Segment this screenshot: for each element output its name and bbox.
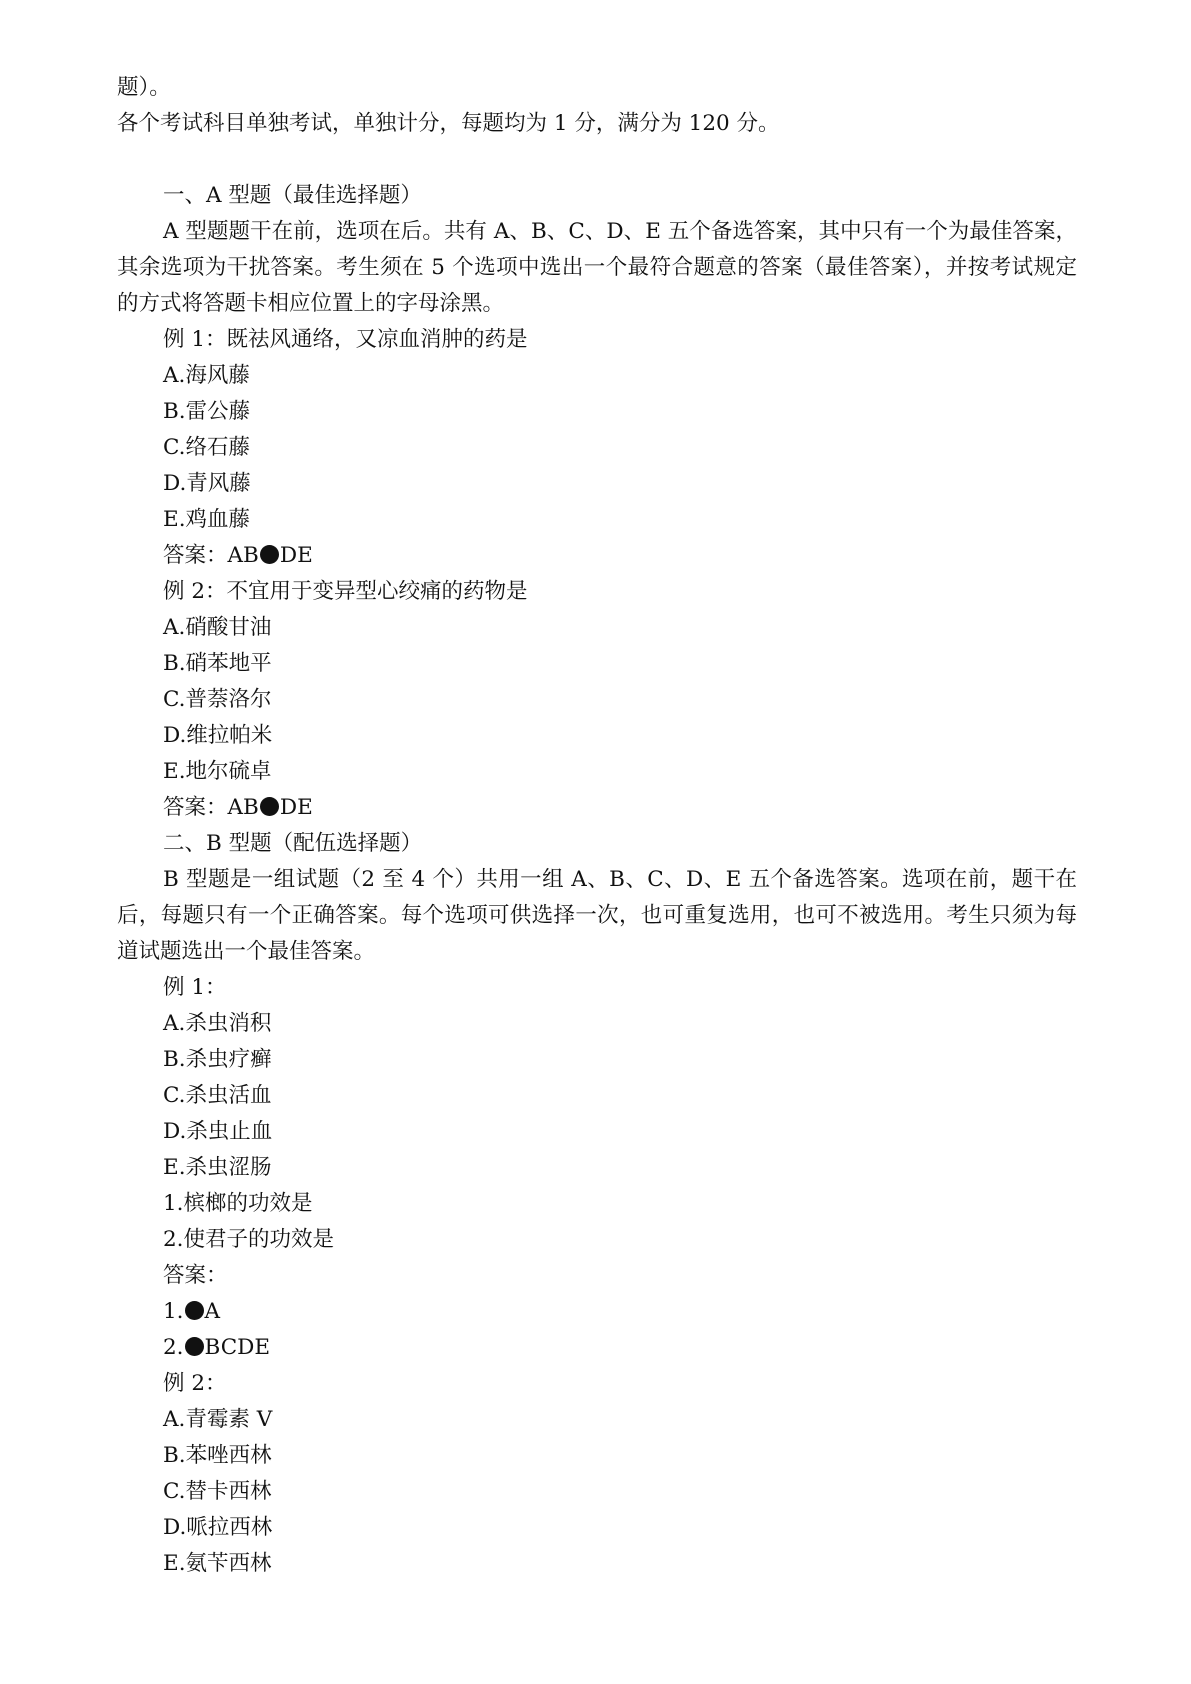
option-line: E.氨苄西林	[163, 1551, 272, 1576]
answer-before: AB	[227, 543, 259, 568]
filled-bubble-icon	[185, 1301, 204, 1320]
answer-line	[117, 538, 1077, 574]
section-b-example2-stem: 例 2：	[163, 1371, 227, 1396]
option-line: C.普萘洛尔	[163, 687, 272, 712]
option-line: E.鸡血藤	[163, 507, 251, 532]
option-line: C.替卡西林	[163, 1479, 272, 1504]
option-line: C.络石藤	[163, 435, 251, 460]
option-line: E.杀虫涩肠	[163, 1155, 272, 1180]
filled-bubble-icon	[185, 1337, 204, 1356]
answer-prefix: 2.	[163, 1335, 184, 1360]
option-line: B.雷公藤	[163, 399, 251, 424]
option-line: E.地尔硫卓	[163, 759, 272, 784]
blank-line	[117, 142, 1077, 178]
option-line: A.海风藤	[163, 363, 250, 388]
filled-bubble-icon	[260, 797, 279, 816]
option-line: D.哌拉西林	[163, 1515, 273, 1540]
section-a-example1-stem: 例 1：既祛风通络，又凉血消肿的药是	[163, 327, 528, 352]
continuation-line: 题）。	[117, 75, 171, 100]
answer-after: BCDE	[204, 1335, 271, 1360]
section-a-description: A 型题题干在前，选项在后。共有 A、B、C、D、E 五个备选答案，其中只有一个为最佳答案，其余选项为干扰答案。考生须在 5 个选项中选出一个最符合题意的答案（最佳答案），并按考试规定的方式将答题卡相应位置上的字母涂黑。	[117, 219, 1077, 316]
option-line: C.杀虫活血	[163, 1083, 272, 1108]
answer-after: DE	[279, 795, 313, 820]
section-a-example2-stem: 例 2：不宜用于变异型心绞痛的药物是	[163, 579, 528, 604]
question-line: 1.槟榔的功效是	[163, 1191, 313, 1216]
option-line: B.苯唑西林	[163, 1443, 272, 1468]
document-page	[117, 70, 1077, 1582]
answer-label: 答案：	[163, 795, 228, 820]
option-line: D.杀虫止血	[163, 1119, 273, 1144]
answer-label: 答案：	[163, 543, 228, 568]
section-b-example1-stem: 例 1：	[163, 975, 227, 1000]
answer-line	[117, 790, 1077, 826]
option-line: B.杀虫疗癣	[163, 1047, 272, 1072]
filled-bubble-icon	[260, 545, 279, 564]
option-line: D.维拉帕米	[163, 723, 273, 748]
answer-label-line: 答案：	[163, 1263, 228, 1288]
question-line: 2.使君子的功效是	[163, 1227, 335, 1252]
answer-after: DE	[279, 543, 313, 568]
option-line: A.青霉素 V	[163, 1407, 273, 1432]
option-line: A.硝酸甘油	[163, 615, 272, 640]
option-line: A.杀虫消积	[163, 1011, 272, 1036]
option-line: D.青风藤	[163, 471, 251, 496]
answer-prefix: 1.	[163, 1299, 184, 1324]
answer-before: AB	[227, 795, 259, 820]
section-b-description: B 型题是一组试题（2 至 4 个）共用一组 A、B、C、D、E 五个备选答案。选项在前，题干在后，每题只有一个正确答案。每个选项可供选择一次，也可重复选用，也可不被选用。考生只须为每道试题选出一个最佳答案。	[117, 867, 1077, 964]
answer-line	[117, 1294, 1077, 1330]
answer-after: A	[204, 1299, 221, 1324]
scoring-note: 各个考试科目单独考试，单独计分，每题均为 1 分，满分为 120 分。	[117, 111, 780, 136]
option-line: B.硝苯地平	[163, 651, 272, 676]
section-a-heading: 一、A 型题（最佳选择题）	[163, 183, 422, 208]
section-b-heading: 二、B 型题（配伍选择题）	[163, 831, 423, 856]
answer-line	[117, 1330, 1077, 1366]
